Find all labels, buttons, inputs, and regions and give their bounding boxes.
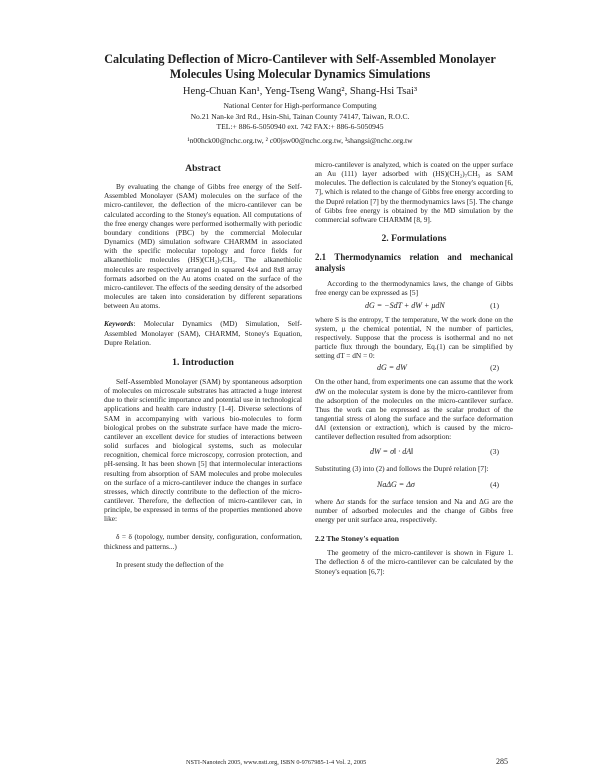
affiliation-phone: TEL:+ 886-6-5050940 ext. 742 FAX:+ 886-6-5050945 xyxy=(216,122,384,131)
right-top-paragraph: micro-cantilever is analyzed, which is coated on the upper surface an Au (111) layer adsorbed with (HS)(CH₂)₇CH₃ as SAM molecules. The deflection is calculated by the Stoney's equation [6, 7], which is related to the change of Gibbs free energy according to the Dupré relation [7] by the thermodynamics laws [5]. The change of Gibbs free energy is obtained by the MD simulation by the commercial software CHARMM [8, 9]. xyxy=(315,160,513,224)
affiliation-org: National Center for High-performance Computing xyxy=(223,101,377,110)
intro-paragraph-1: Self-Assembled Monolayer (SAM) by spontaneous adsorption of molecules on microscale substrates has attracted a huge interest due to their scientific importance and potential use in technological applications and health care industry [1-4]. Diverse selections of SAM in accompanying with various bio-molecules to form biological probes on the substrate surface have made the micro-cantilever an excellent device for studies of interactions between solid surfaces and biological systems, such as molecular recognition, chemical force microscopy, corrosion protection, and pH-sensing. It has been shown [5] that intermolecular interactions resulting from absorption of SAM molecules and probe molecules on the surface of a micro-cantilever induce the changes in surface stresses, which directly contribute to the deflection of the micro-cantilever. Therefore, the deflection of micro-cantilever can, in principle, be expressed in terms of the properties mentioned above like: xyxy=(104,376,302,524)
affiliation xyxy=(80,101,520,133)
keywords-text: : Molecular Dynamics (MD) Simulation, Self-Assembled Monolayer (SAM), CHARMM, Stoney's Equation, Dupre Relation. xyxy=(104,319,302,347)
equation-4-number: (4) xyxy=(490,479,499,489)
equation-2-number: (2) xyxy=(490,363,499,373)
affiliation-address: No.21 Nan-ke 3rd Rd., Hsin-Shi, Tainan County 74147, Taiwan, R.O.C. xyxy=(190,111,410,121)
author-emails: ¹n00hck00@nchc.org.tw, ² c00jsw00@nchc.org.tw, ³shangsi@nchc.org.tw xyxy=(187,136,413,145)
title-line-1: Calculating Deflection of Micro-Cantilever with Self-Assembled Monolayer xyxy=(104,52,496,66)
page-footer: NSTI-Nanotech 2005, www.nsti.org, ISBN 0-9767985-1-4 Vol. 2, 2005 xyxy=(186,759,367,766)
intro-heading: 1. Introduction xyxy=(172,356,234,368)
formulations-paragraph-3: On the other hand, from experiments one can assume that the work dW on the molecular system is done by the micro-cantilever from the adsorption of the molecules on the micro-cantilever surface. Thus the work can be expressed as the scalar product of the tangential stress σ‖ along the surface and the surface deformation dA‖ (extension or extraction), which is caused by the micro-cantilever deflection resulted from adsorption: xyxy=(315,377,513,442)
equation-1-number: (1) xyxy=(490,300,499,310)
equation-3-expression: dW = σ‖ · dA‖ xyxy=(370,447,414,457)
intro-paragraph-3: In present study the deflection of the xyxy=(116,559,224,569)
equation-4 xyxy=(315,479,513,492)
author-list: Heng-Chuan Kan¹, Yeng-Tseng Wang², Shang-Hsi Tsai³ xyxy=(182,86,418,97)
formulations-paragraph-1: According to the thermodynamics laws, the change of Gibbs free energy can be expressed as [5] xyxy=(315,279,513,298)
page-number: 285 xyxy=(496,757,508,766)
equation-2 xyxy=(315,362,513,375)
formulations-paragraph-6: The geometry of the micro-cantilever is shown in Figure 1. The deflection δ of the micro-cantilever can be calculated by the Stoney's equation [6,7]: xyxy=(315,548,513,576)
paper-title xyxy=(80,52,520,82)
equation-3 xyxy=(315,446,513,459)
equation-3-number: (3) xyxy=(490,447,499,457)
formulations-paragraph-4: Substituting (3) into (2) and follows the Dupré relation [7]: xyxy=(315,464,489,474)
equation-4-expression: NaΔG = Δσ xyxy=(377,479,415,489)
subsection-2-1-heading: 2.1 Thermodynamics relation and mechanical analysis xyxy=(315,252,513,274)
subsection-2-2-heading: 2.2 The Stoney's equation xyxy=(315,534,400,544)
abstract-heading: Abstract xyxy=(185,163,221,174)
keywords xyxy=(104,319,302,346)
formulations-paragraph-5: where Δσ stands for the surface tension and Na and ΔG are the number of adsorbed molecules and the change of Gibbs free energy per unit surface area, respectively. xyxy=(315,496,513,524)
formulations-heading: 2. Formulations xyxy=(381,233,447,245)
intro-paragraph-2: δ = δ (topology, number density, configuration, conformation, thickness and patterns...) xyxy=(104,532,302,551)
formulations-paragraph-2: where S is the entropy, T the temperature, W the work done on the system, μ the chemical potential, N the number of particles, respectively. Suppose that the process is isothermal and no net particle flux through the boundary, Eq.(1) can be simplified by setting dT = dN = 0: xyxy=(315,314,513,361)
right-column xyxy=(315,160,513,576)
left-column xyxy=(104,160,302,569)
equation-1-expression: dG = −SdT + dW + μdN xyxy=(365,300,445,310)
equation-2-expression: dG = dW xyxy=(377,363,407,373)
title-line-2: Molecules Using Molecular Dynamics Simulations xyxy=(169,67,431,81)
keywords-label: Keywords xyxy=(104,319,134,329)
equation-1 xyxy=(315,300,513,313)
abstract-text: By evaluating the change of Gibbs free energy of the Self-Assembled Monolayer (SAM) molecules on the surface of the micro-cantilever, the deflection of the micro-cantilever can be calculated according to the Stoney's equation. All computations of the free energy changes were performed isothermally with periodic boundary conditions (PBC) by the commercial Molecular Dynamics (MD) simulation software CHARMM in associated with the specific molecular topology and force fields for alkanethiolic molecules (HS)(CH₂)₇CH₃. The alkanethiolic molecules are respectively arranged in squared 4x4 and 8x8 array formats adsorbed on the Au atoms coated on the surface of the micro-cantilever. The effects of the seeding density of the adsorbed molecules are taken into consideration by different separations between Au atoms. xyxy=(104,182,302,311)
